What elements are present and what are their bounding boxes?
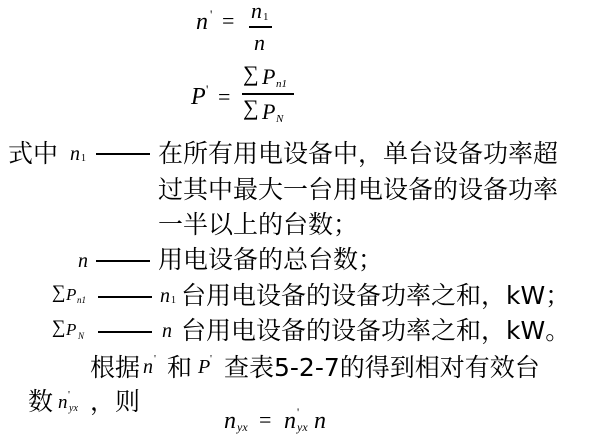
formula3-lhs-sub: yx xyxy=(237,420,248,434)
para-var1: n xyxy=(143,356,153,378)
para-text3: 查表5-2-7的得到相对有效台 xyxy=(224,353,540,382)
def1-line1: 在所有用电设备中，单台设备功率超 xyxy=(158,139,559,168)
para-prime1: ' xyxy=(154,353,156,365)
def1-symbol-sub: 1 xyxy=(81,153,86,164)
def3-dash xyxy=(98,296,152,298)
def3-symbol-var: P xyxy=(66,285,77,304)
def3-inline-sub: 1 xyxy=(171,295,176,306)
formula1-lhs-prime: ' xyxy=(210,7,213,22)
formula2-lhs-var: P xyxy=(191,84,206,110)
formula2-num-var: P xyxy=(262,64,276,89)
def1-symbol-var: n xyxy=(70,143,80,165)
formula2-den-var: P xyxy=(262,99,276,124)
def3-symbol-sub: n1 xyxy=(77,295,86,305)
para-prime3: ' xyxy=(68,389,70,401)
formula3-lhs-var: n xyxy=(224,408,236,434)
formula2-num-sigma: ∑ xyxy=(243,61,259,86)
def4-symbol-sub: N xyxy=(78,331,85,341)
para-text2: 和 xyxy=(167,353,193,382)
para-sub3: yx xyxy=(69,403,78,414)
formula2-den-sub: N xyxy=(276,113,284,125)
formula2-equals: = xyxy=(218,84,231,109)
def2-dash xyxy=(96,260,150,262)
def4-symbol-var: P xyxy=(66,320,77,339)
def2-text: 用电设备的总台数； xyxy=(158,245,384,274)
para-text4: 数 xyxy=(28,387,54,416)
definition-prefix: 式中 xyxy=(8,139,59,168)
def3-inline-var: n xyxy=(160,285,170,307)
para-prime2: ' xyxy=(210,353,212,365)
def4-dash xyxy=(98,331,152,333)
def1-line2: 过其中最大一台用电设备的设备功率 xyxy=(158,175,559,204)
def1-line3: 一半以上的台数； xyxy=(158,210,359,239)
formula1-equals: = xyxy=(222,8,235,33)
para-var3: n xyxy=(58,392,68,413)
def3-text: 台用电设备的设备功率之和，kW； xyxy=(181,281,571,310)
def2-symbol-var: n xyxy=(78,250,88,272)
formula2-den-sigma: ∑ xyxy=(243,95,259,120)
formula3-r1-prime: ' xyxy=(297,405,300,419)
def4-text: 台用电设备的设备功率之和，kW。 xyxy=(181,316,571,345)
formula1-num-var: n xyxy=(251,0,262,23)
def4-inline-var: n xyxy=(162,320,172,342)
formula1-fraction-bar xyxy=(249,26,272,28)
formula3-r1-sub: yx xyxy=(297,420,308,434)
formula1-lhs-var: n xyxy=(196,9,208,35)
def1-dash xyxy=(96,153,150,155)
formula1-den-var: n xyxy=(254,30,265,55)
def4-symbol-sigma: ∑ xyxy=(52,317,66,338)
formula3-r1-var: n xyxy=(284,408,296,434)
formula3-r2-var: n xyxy=(314,408,326,434)
para-var2: P xyxy=(198,356,211,378)
formula2-num-sub: n1 xyxy=(276,78,287,90)
para-text5: ，则 xyxy=(90,387,141,416)
def3-symbol-sigma: ∑ xyxy=(52,282,66,303)
para-text1: 根据 xyxy=(90,353,141,382)
formula3-equals: = xyxy=(259,407,272,432)
formula1-num-sub: 1 xyxy=(263,11,269,23)
formula2-lhs-prime: ' xyxy=(206,82,209,97)
